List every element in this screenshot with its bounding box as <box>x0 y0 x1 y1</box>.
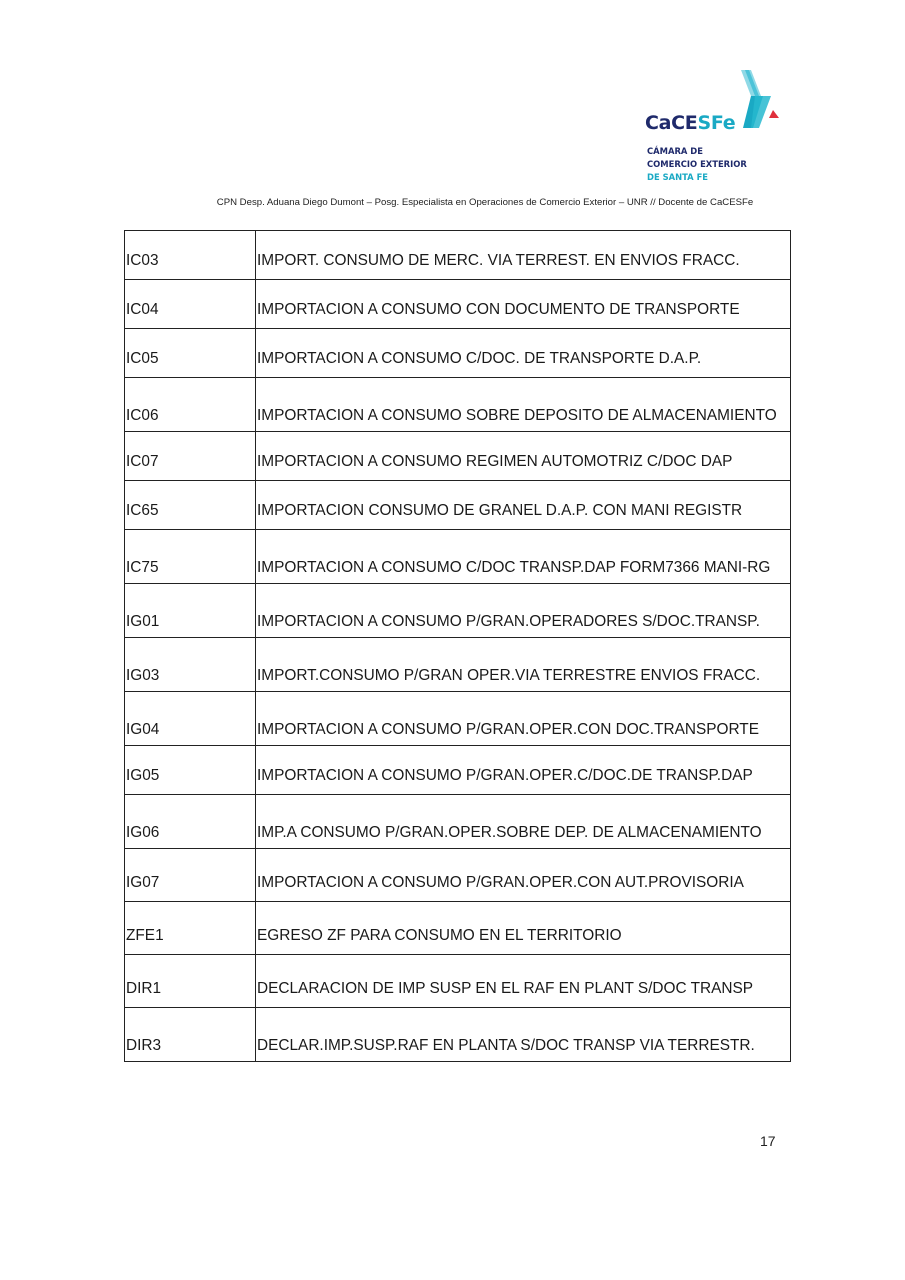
table-row <box>125 795 791 849</box>
code-cell: IC06 <box>125 378 256 432</box>
table-row <box>125 231 791 280</box>
cacesfe-logo <box>645 68 785 186</box>
table-row <box>125 746 791 795</box>
logo-line-3: DE SANTA FE <box>647 172 709 182</box>
description-cell: IMPORT. CONSUMO DE MERC. VIA TERREST. EN ENVIOS FRACC. <box>256 231 791 280</box>
destination-codes-table <box>124 230 791 1062</box>
description-cell: IMPORTACION CONSUMO DE GRANEL D.A.P. CON MANI REGISTR <box>256 481 791 530</box>
code-cell: IG06 <box>125 795 256 849</box>
code-cell: IG01 <box>125 584 256 638</box>
description-cell: IMPORTACION A CONSUMO P/GRAN.OPER.CON AUT.PROVISORIA <box>256 849 791 902</box>
code-cell: IG07 <box>125 849 256 902</box>
table-row <box>125 584 791 638</box>
description-cell: IMPORTACION A CONSUMO P/GRAN.OPERADORES S/DOC.TRANSP. <box>256 584 791 638</box>
logo-line-1: CÁMARA DE <box>647 146 703 156</box>
description-cell: IMPORTACION A CONSUMO P/GRAN.OPER.CON DOC.TRANSPORTE <box>256 692 791 746</box>
table-row <box>125 638 791 692</box>
header-caption: CPN Desp. Aduana Diego Dumont – Posg. Especialista en Operaciones de Comercio Exterior – UNR // Docente de CaCESFe <box>216 197 754 208</box>
description-cell: DECLAR.IMP.SUSP.RAF EN PLANTA S/DOC TRANSP VIA TERRESTR. <box>256 1008 791 1062</box>
table-row <box>125 329 791 378</box>
table-row <box>125 530 791 584</box>
code-cell: IC03 <box>125 231 256 280</box>
code-cell: IG05 <box>125 746 256 795</box>
description-cell: IMPORTACION A CONSUMO CON DOCUMENTO DE TRANSPORTE <box>256 280 791 329</box>
table-row <box>125 432 791 481</box>
code-cell: IC07 <box>125 432 256 481</box>
code-cell: IG03 <box>125 638 256 692</box>
description-cell: IMPORTACION A CONSUMO P/GRAN.OPER.C/DOC.DE TRANSP.DAP <box>256 746 791 795</box>
code-cell: DIR1 <box>125 955 256 1008</box>
chevron-logo-icon <box>737 68 783 136</box>
description-cell: EGRESO ZF PARA CONSUMO EN EL TERRITORIO <box>256 902 791 955</box>
code-cell: IG04 <box>125 692 256 746</box>
code-cell: DIR3 <box>125 1008 256 1062</box>
table-row <box>125 280 791 329</box>
table-row <box>125 1008 791 1062</box>
code-cell: IC05 <box>125 329 256 378</box>
table-row <box>125 902 791 955</box>
description-cell: IMP.A CONSUMO P/GRAN.OPER.SOBRE DEP. DE ALMACENAMIENTO <box>256 795 791 849</box>
description-cell: IMPORT.CONSUMO P/GRAN OPER.VIA TERRESTRE ENVIOS FRACC. <box>256 638 791 692</box>
description-cell: IMPORTACION A CONSUMO SOBRE DEPOSITO DE ALMACENAMIENTO <box>256 378 791 432</box>
table-row <box>125 378 791 432</box>
code-cell: IC75 <box>125 530 256 584</box>
description-cell: IMPORTACION A CONSUMO C/DOC. DE TRANSPORTE D.A.P. <box>256 329 791 378</box>
table-row <box>125 849 791 902</box>
code-cell: IC65 <box>125 481 256 530</box>
description-cell: IMPORTACION A CONSUMO C/DOC TRANSP.DAP FORM7366 MANI-RG <box>256 530 791 584</box>
table-row <box>125 955 791 1008</box>
page-number: 17 <box>760 1133 776 1149</box>
logo-wordmark: CaCESFe <box>645 112 736 134</box>
logo-line-2: COMERCIO EXTERIOR <box>647 159 747 169</box>
code-cell: IC04 <box>125 280 256 329</box>
description-cell: DECLARACION DE IMP SUSP EN EL RAF EN PLANT S/DOC TRANSP <box>256 955 791 1008</box>
code-cell: ZFE1 <box>125 902 256 955</box>
table-row <box>125 692 791 746</box>
table-row <box>125 481 791 530</box>
description-cell: IMPORTACION A CONSUMO REGIMEN AUTOMOTRIZ C/DOC DAP <box>256 432 791 481</box>
